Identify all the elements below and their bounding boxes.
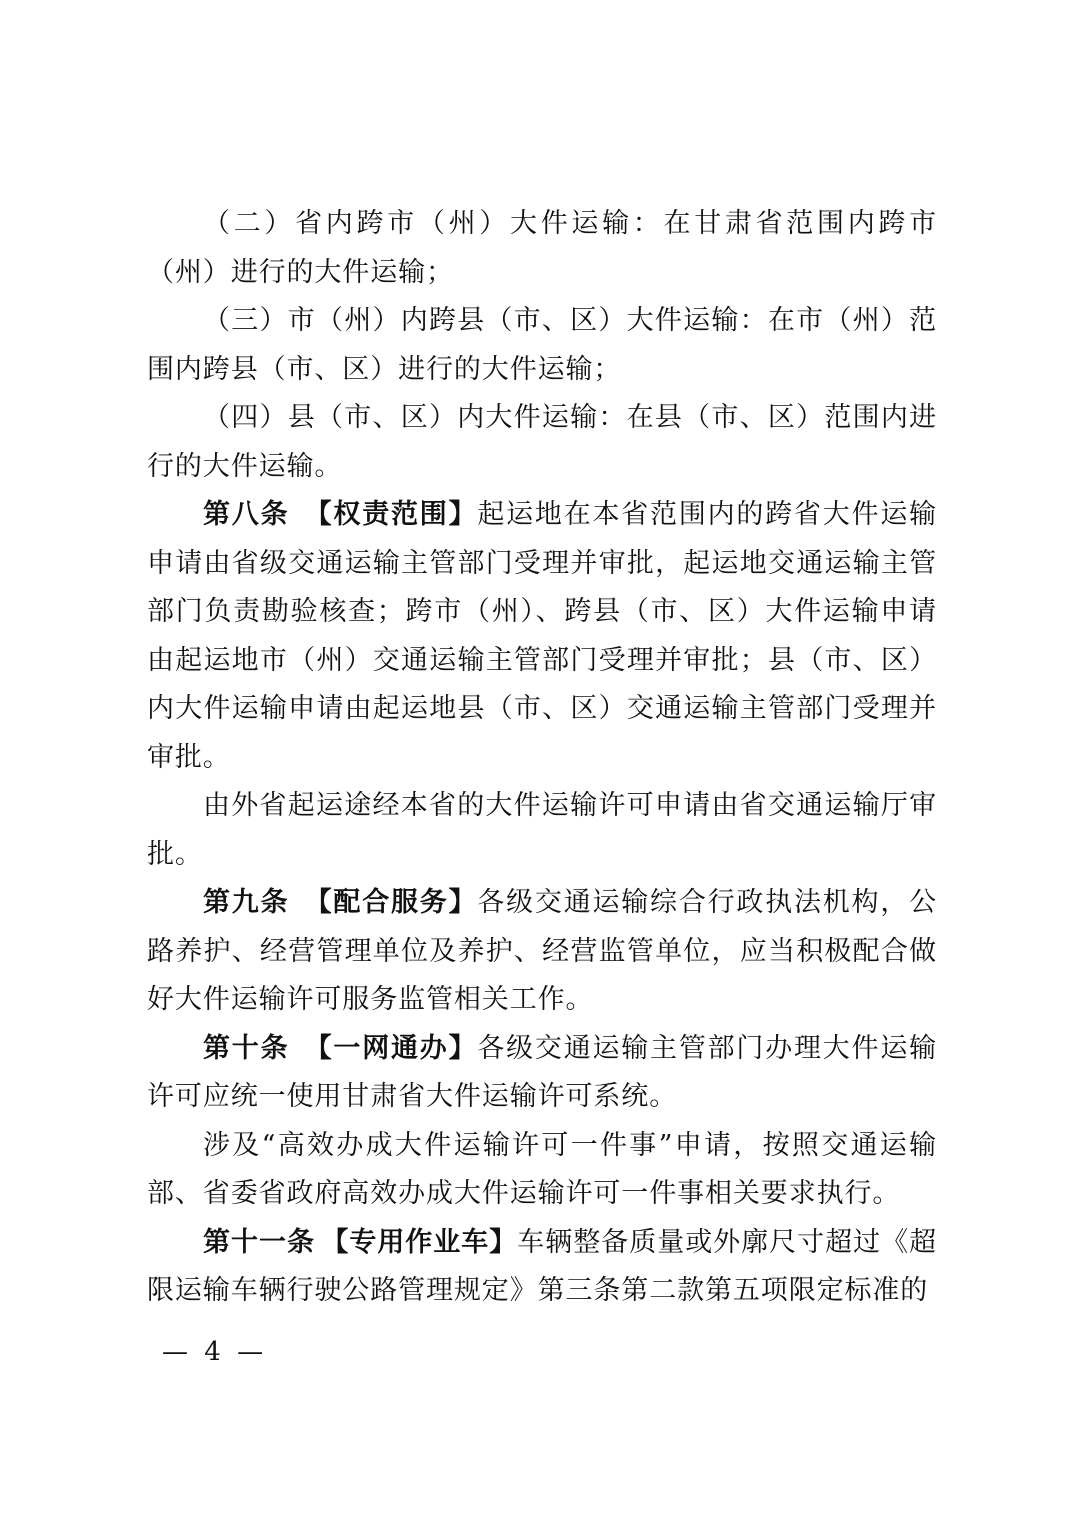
paragraph-text: （三）市（州）内跨县（市、区）大件运输：在市（州）范围内跨县（市、区）进行的大件运输； [147, 305, 937, 385]
paragraph-4 [147, 394, 937, 491]
article-heading: 第十条 [203, 1032, 290, 1064]
article-heading: 第八条 [203, 499, 290, 530]
article-9 [147, 879, 937, 1025]
article-tag: 【一网通办】 [303, 1032, 478, 1064]
paragraph-text: （二）省内跨市（州）大件运输：在甘肃省范围内跨市（州）进行的大件运输； [147, 208, 937, 288]
paragraph-3 [147, 297, 937, 394]
paragraph-transit-approval [147, 782, 937, 879]
page-number: — 4 — [162, 1337, 268, 1367]
article-10 [147, 1025, 937, 1122]
document-body [147, 200, 937, 1316]
article-text: 车辆整备质量或外廓尺寸超过《超限运输车辆行驶公路管理规定》第三条第二款第五项限定标准的 [147, 1226, 937, 1306]
article-8 [147, 491, 937, 782]
article-heading: 第九条 [203, 887, 290, 918]
article-tag: 【专用作业车】 [321, 1226, 518, 1258]
article-tag: 【配合服务】 [303, 887, 478, 918]
article-text: 起运地在本省范围内的跨省大件运输申请由省级交通运输主管部门受理并审批，起运地交通运输主管部门负责勘验核查；跨市（州）、跨县（市、区）大件运输申请由起运地市（州）交通运输主管部门受理并审批；县（市、区）内大件运输申请由起运地县（市、区）交通运输主管部门受理并审批。 [147, 499, 938, 773]
article-tag: 【权责范围】 [303, 499, 478, 530]
paragraph-2 [147, 200, 937, 297]
paragraph-text: 涉及“高效办成大件运输许可一件事”申请，按照交通运输部、省委省政府高效办成大件运输许可一件事相关要求执行。 [147, 1129, 937, 1209]
article-text: 各级交通运输综合行政执法机构，公路养护、经营管理单位及养护、经营监管单位，应当积极配合做好大件运输许可服务监管相关工作。 [147, 887, 938, 1015]
article-11 [147, 1219, 937, 1316]
paragraph-one-thing [147, 1122, 937, 1219]
paragraph-text: （四）县（市、区）内大件运输：在县（市、区）范围内进行的大件运输。 [147, 402, 937, 482]
paragraph-text: 由外省起运途经本省的大件运输许可申请由省交通运输厅审批。 [147, 790, 937, 870]
article-text: 各级交通运输主管部门办理大件运输许可应统一使用甘肃省大件运输许可系统。 [147, 1032, 938, 1112]
article-heading: 第十一条 [203, 1226, 315, 1258]
